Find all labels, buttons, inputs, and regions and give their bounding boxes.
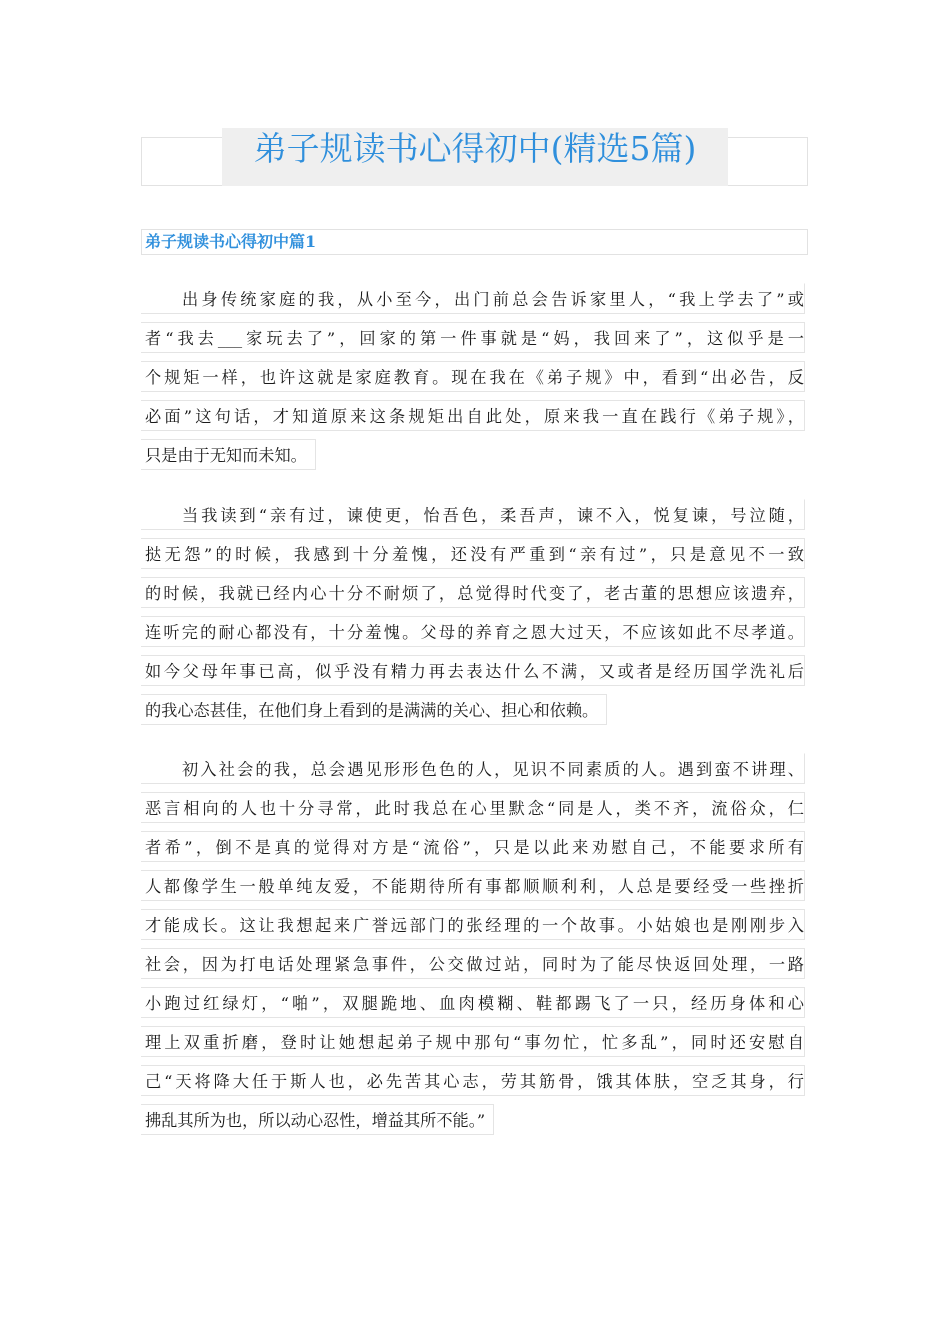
text-line: 初入社会的我，总会遇见形形色色的人，见识不同素质的人。遇到蛮不讲理、 xyxy=(141,753,805,784)
text-line: 拂乱其所为也，所以动心忍性，增益其所不能。” xyxy=(141,1104,494,1135)
text-line: 必面”这句话，才知道原来这条规矩出自此处，原来我一直在践行《弟子规》， xyxy=(141,400,805,431)
text-line: 的时候，我就已经内心十分不耐烦了，总觉得时代变了，老古董的思想应该遗弃， xyxy=(141,577,805,608)
document-title: 弟子规读书心得初中(精选5篇) xyxy=(222,128,728,186)
paragraph-1 xyxy=(141,283,809,482)
text-line: 才能成长。这让我想起来广誉远部门的张经理的一个故事。小姑娘也是刚刚步入 xyxy=(141,909,805,940)
text-line: 己“天将降大任于斯人也，必先苦其心志，劳其筋骨，饿其体肤，空乏其身，行 xyxy=(141,1065,805,1096)
section-heading: 弟子规读书心得初中篇1 xyxy=(145,232,317,251)
text-line: 人都像学生一般单纯友爱，不能期待所有事都顺顺利利，人总是要经受一些挫折 xyxy=(141,870,805,901)
text-line: 当我读到“亲有过，谏使更，怡吾色，柔吾声，谏不入，悦复谏，号泣随， xyxy=(141,499,805,530)
text-line: 者“我去___家玩去了”，回家的第一件事就是“妈，我回来了”，这似乎是一 xyxy=(141,322,805,353)
paragraph-2 xyxy=(141,499,809,737)
text-line: 理上双重折磨，登时让她想起弟子规中那句“事勿忙，忙多乱”，同时还安慰自 xyxy=(141,1026,805,1057)
text-line: 出身传统家庭的我，从小至今，出门前总会告诉家里人，“我上学去了”或 xyxy=(141,283,805,314)
paragraph-3 xyxy=(141,753,809,1147)
text-line: 如今父母年事已高，似乎没有精力再去表达什么不满，又或者是经历国学洗礼后 xyxy=(141,655,805,686)
text-line: 挞无怨”的时候，我感到十分羞愧，还没有严重到“亲有过”，只是意见不一致 xyxy=(141,538,805,569)
text-line: 者希”，倒不是真的觉得对方是“流俗”，只是以此来劝慰自己，不能要求所有 xyxy=(141,831,805,862)
text-line: 的我心态甚佳，在他们身上看到的是满满的关心、担心和依赖。 xyxy=(141,694,607,725)
text-line: 社会，因为打电话处理紧急事件，公交做过站，同时为了能尽快返回处理，一路 xyxy=(141,948,805,979)
text-line: 个规矩一样，也许这就是家庭教育。现在我在《弟子规》中，看到“出必告，反 xyxy=(141,361,805,392)
text-line: 只是由于无知而未知。 xyxy=(141,439,316,470)
text-line: 恶言相向的人也十分寻常，此时我总在心里默念“同是人，类不齐，流俗众，仁 xyxy=(141,792,805,823)
text-line: 小跑过红绿灯，“啪”，双腿跪地、血肉模糊、鞋都踢飞了一只，经历身体和心 xyxy=(141,987,805,1018)
text-line: 连听完的耐心都没有，十分羞愧。父母的养育之恩大过天，不应该如此不尽孝道。 xyxy=(141,616,805,647)
